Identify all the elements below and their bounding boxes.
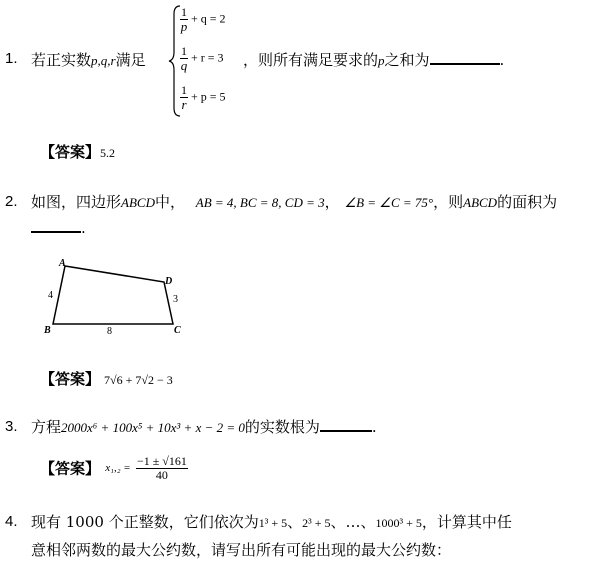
equation-3: $\frac{1}{r}$ + p = 5 <box>181 83 226 112</box>
side-label-ab: 4 <box>48 290 53 301</box>
question-2-blank-line: . <box>31 217 86 237</box>
q1-variables: p,q,r <box>91 53 116 68</box>
answer-value: $\frac{-1 \pm √161}{40}$ <box>136 454 187 482</box>
q2-given-angles: ∠B = ∠C = 75° <box>344 195 434 210</box>
vertex-label-c: C <box>174 325 181 336</box>
question-3-number: 3. <box>5 418 18 435</box>
vertex-label-d: D <box>165 276 173 287</box>
side-label-bc: 8 <box>107 326 112 337</box>
q2-given-lengths: AB = 4, BC = 8, CD = 3 <box>195 195 325 210</box>
equation-2: $\frac{1}{q}$ + r = 3 <box>180 44 224 73</box>
question-3-stem: 方程2000x⁶ + 100x⁵ + 10x³ + x − 2 = 0的实数根为 . <box>31 418 377 436</box>
answer-1 <box>40 141 115 162</box>
quadrilateral-figure <box>40 254 200 344</box>
answer-label: 【答案】 <box>40 459 101 478</box>
question-4-stem-line-1: 现有 1000 个正整数，它们依次为1³ + 5、2³ + 5、…、1000³ + 5，计算其中任 <box>31 513 512 531</box>
answer-blank-1[interactable] <box>430 49 500 65</box>
answer-blank-3[interactable] <box>320 416 372 432</box>
vertex-label-a: A <box>59 258 66 269</box>
answer-blank-2[interactable] <box>31 217 81 233</box>
question-1-stem: 若正实数p,q,r满足 <box>31 51 146 69</box>
answer-3: 【答案】 x₁,₂ = $\frac{-1 \pm √161}{40}$ <box>40 454 187 482</box>
quadrilateral-abcd <box>53 266 173 324</box>
question-1-stem-end: ，则所有满足要求的p之和为 . <box>243 51 505 69</box>
side-label-cd: 3 <box>173 294 178 305</box>
question-1-number: 1. <box>5 50 18 67</box>
answer-label: 【答案】 <box>40 370 101 388</box>
question-2-number: 2. <box>5 193 18 210</box>
answer-value: 5.2 <box>100 146 116 160</box>
answer-2 <box>40 368 173 389</box>
question-4-number: 4. <box>5 513 18 530</box>
q3-equation: 2000x⁶ + 100x⁵ + 10x³ + x − 2 = 0 <box>61 420 245 435</box>
vertex-label-b: B <box>44 325 51 336</box>
answer-value: 7√6 + 7√2 − 3 <box>104 373 173 387</box>
question-2-stem: 如图，四边形ABCD中， AB = 4, BC = 8, CD = 3， ∠B = ∠C = 75°，则ABCD的面积为 <box>31 193 558 211</box>
answer-label: 【答案】 <box>40 143 101 161</box>
equation-1: $\frac{1}{p}$ + q = 2 <box>180 5 226 34</box>
question-4-stem-line-2: 意相邻两数的最大公约数，请写出所有可能出现的最大公约数： <box>31 541 452 559</box>
